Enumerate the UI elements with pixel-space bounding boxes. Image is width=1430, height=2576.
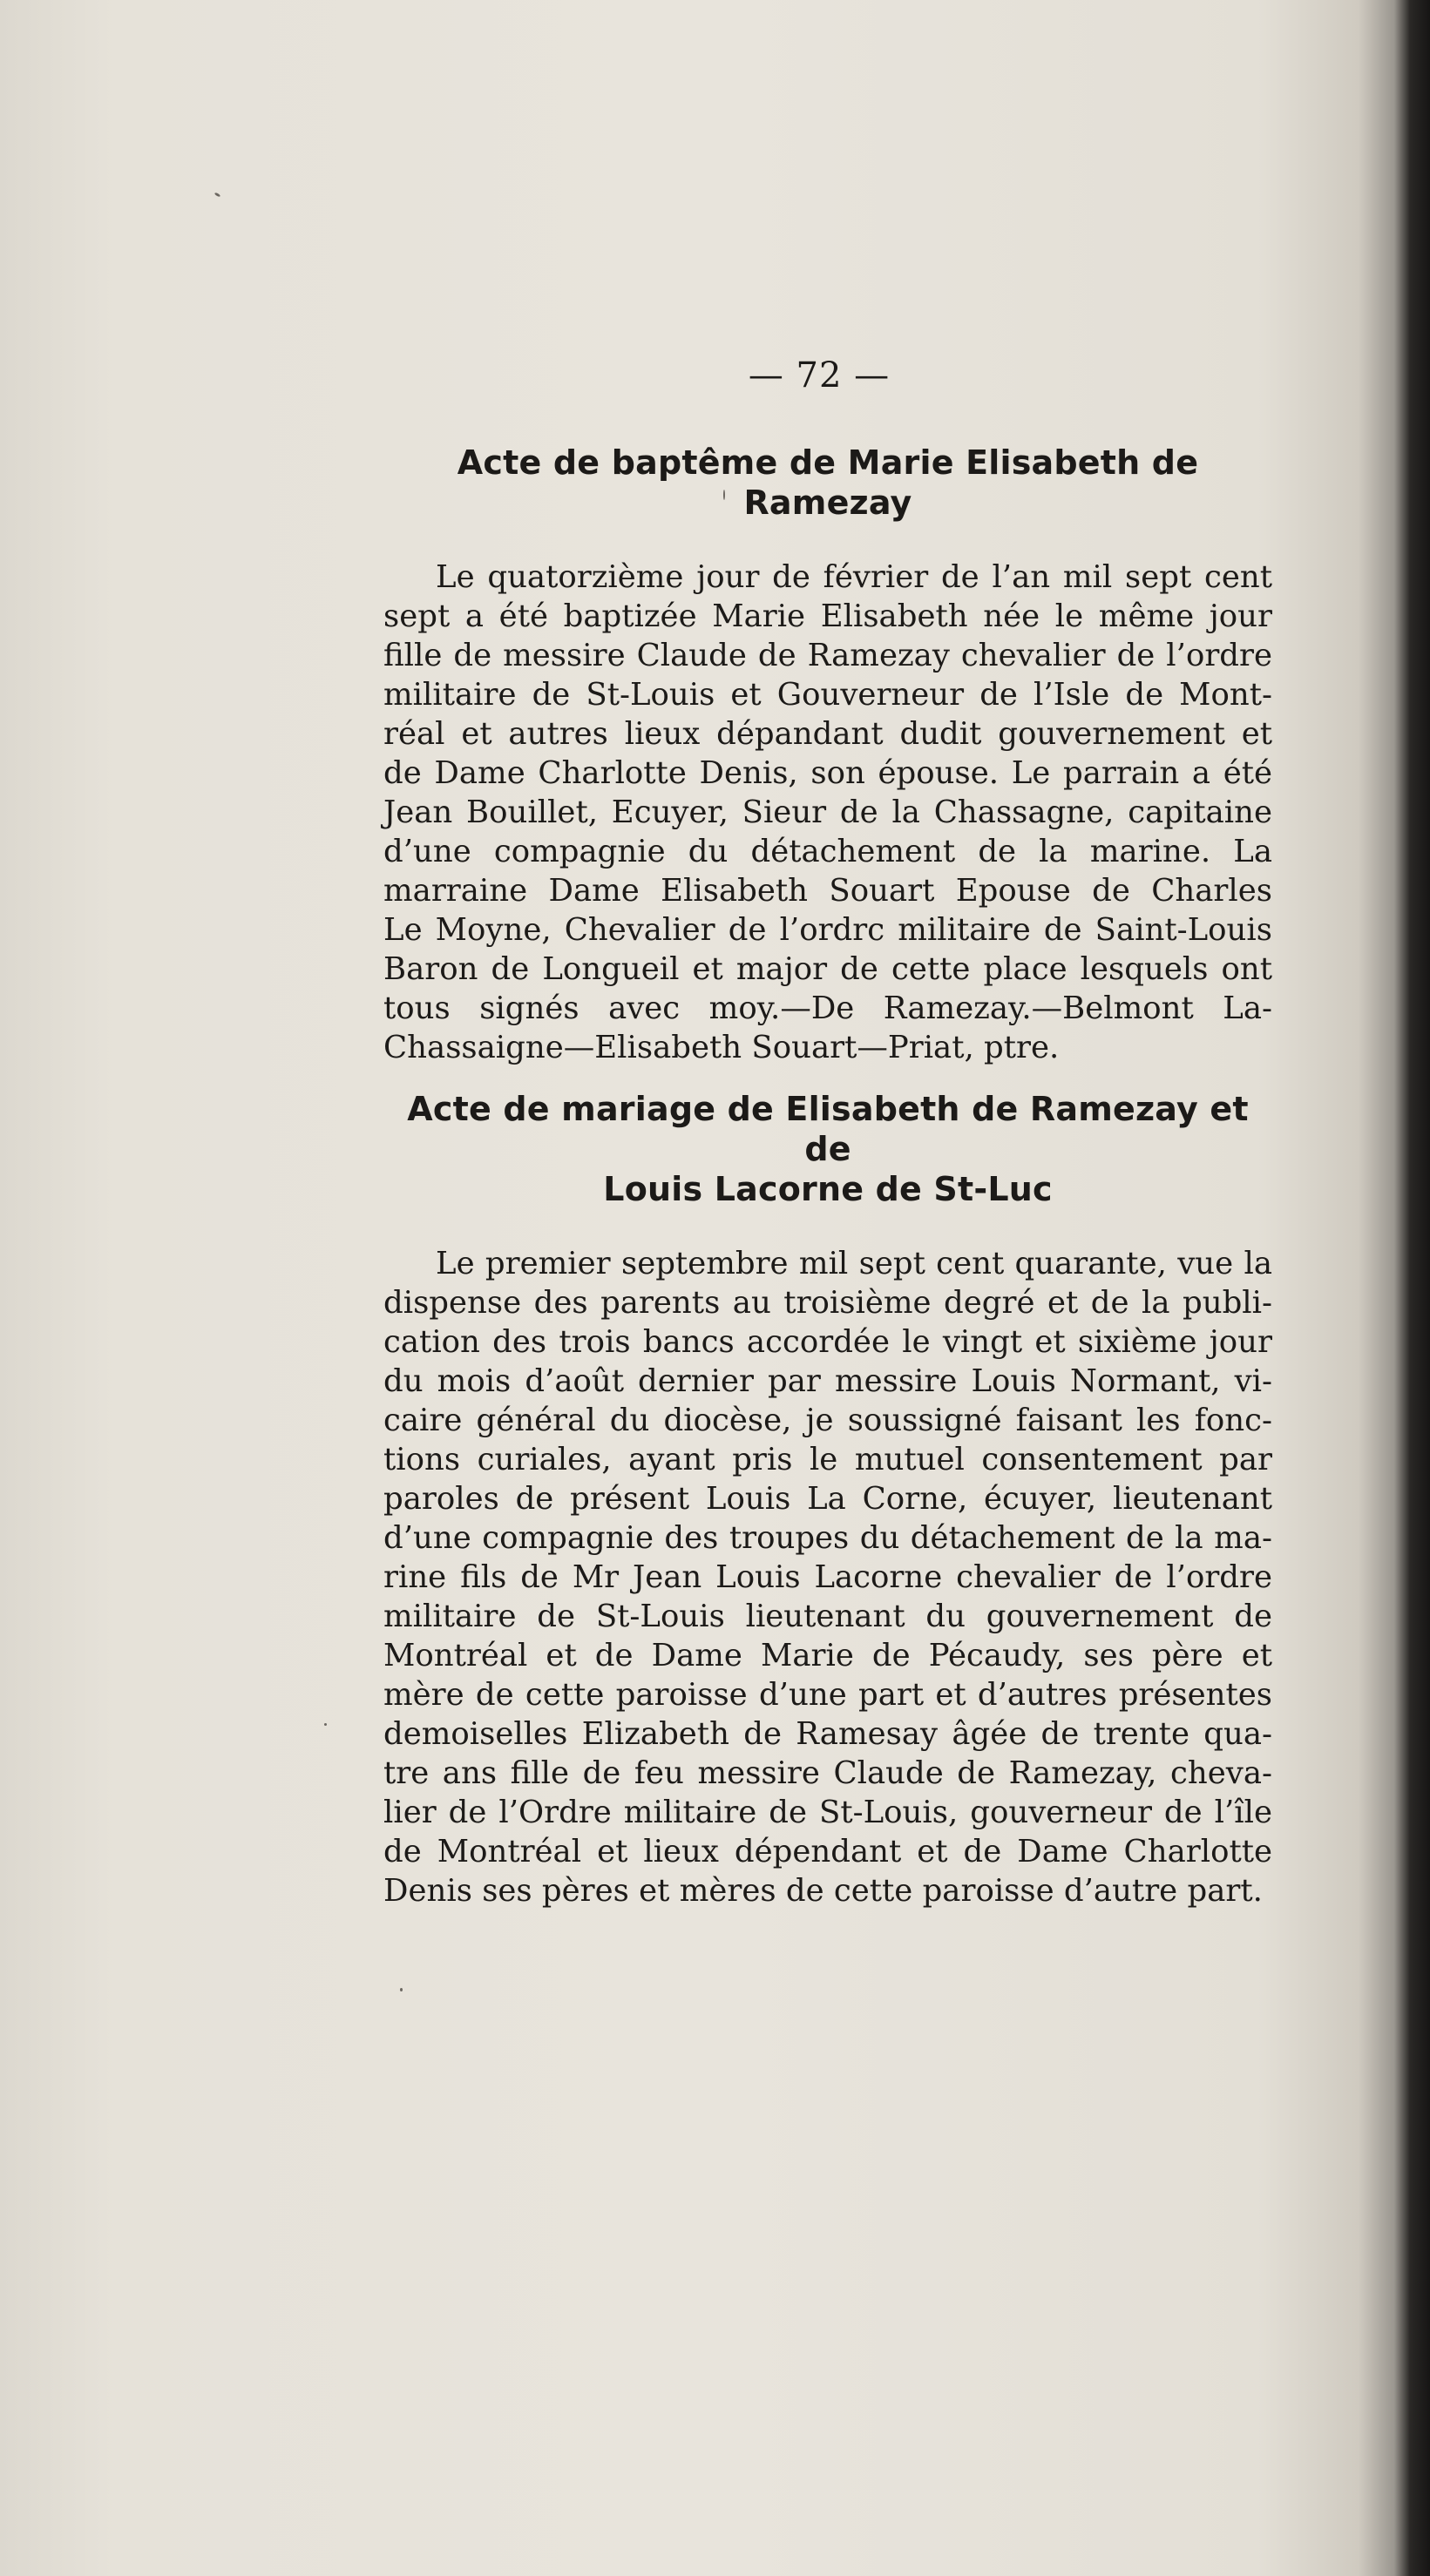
text-line: tre ans fille de feu messire Claude de Ramezay, cheva- — [383, 1755, 1272, 1791]
text-line: demoiselles Elizabeth de Ramesay âgée de trente qua- — [383, 1716, 1272, 1752]
page-number: — 72 — — [748, 355, 891, 396]
marriage-heading-line-1: Acte de mariage de Elisabeth de Ramezay et de — [407, 1090, 1249, 1168]
marriage-heading — [383, 1089, 1272, 1209]
text-line: mère de cette paroisse d’une part et d’autres présentes — [383, 1677, 1272, 1713]
text-line: Denis ses pères et mères de cette paroisse d’autre part. — [383, 1873, 1263, 1909]
text-line: Le Moyne, Chevalier de l’ordrc militaire de Saint-Louis — [383, 912, 1272, 948]
text-line: lier de l’Ordre militaire de St-Louis, gouverneur de l’île — [383, 1795, 1272, 1830]
text-line: sept a été baptizée Marie Elisabeth née le même jour — [383, 598, 1272, 634]
text-line: dispense des parents au troisième degré et de la publi- — [383, 1285, 1272, 1321]
text-line: caire général du diocèse, je soussigné faisant les fonc- — [383, 1403, 1272, 1438]
marriage-record — [383, 1089, 1272, 1910]
text-line: Jean Bouillet, Ecuyer, Sieur de la Chassagne, capitaine — [383, 794, 1272, 830]
text-line: du mois d’août dernier par messire Louis Normant, vi- — [383, 1363, 1272, 1399]
text-line: tous signés avec moy.—De Ramezay.—Belmont La- — [383, 991, 1272, 1026]
text-line: Le premier septembre mil sept cent quarante, vue la — [436, 1246, 1272, 1281]
text-line: Montréal et de Dame Marie de Pécaudy, ses père et — [383, 1638, 1272, 1673]
text-line: cation des trois bancs accordée le vingt et sixième jour — [383, 1324, 1272, 1360]
paper-speck — [400, 1988, 403, 1991]
marriage-heading-line-2: Louis Lacorne de St-Luc — [603, 1170, 1053, 1208]
text-line: d’une compagnie du détachement de la marine. La — [383, 834, 1272, 869]
text-line: de Dame Charlotte Denis, son épouse. Le parrain a été — [383, 755, 1272, 791]
text-line: Le quatorzième jour de février de l’an mil sept cent — [436, 559, 1272, 595]
text-line: réal et autres lieux dépandant dudit gouvernement et — [383, 716, 1272, 752]
text-line: militaire de St-Louis et Gouverneur de l’Isle de Mont- — [383, 677, 1272, 713]
baptism-heading: Acte de baptême de Marie Elisabeth de Ramezay — [457, 443, 1199, 522]
text-line: marraine Dame Elisabeth Souart Epouse de Charles — [383, 873, 1272, 909]
paper-speck — [214, 192, 221, 197]
paper-speck — [723, 490, 725, 500]
text-line: rine fils de Mr Jean Louis Lacorne chevalier de l’ordre — [383, 1559, 1272, 1595]
text-line: fille de messire Claude de Ramezay chevalier de l’ordre — [383, 638, 1272, 673]
text-line: tions curiales, ayant pris le mutuel consentement par — [383, 1442, 1272, 1477]
marriage-text — [383, 1244, 1272, 1910]
text-line: militaire de St-Louis lieutenant du gouvernement de — [383, 1599, 1272, 1634]
text-line: Baron de Longueil et major de cette place lesquels ont — [383, 951, 1272, 987]
baptism-record — [383, 443, 1272, 1067]
text-line: d’une compagnie des troupes du détachement de la ma- — [383, 1520, 1272, 1556]
text-line: Chassaigne—Elisabeth Souart—Priat, ptre. — [383, 1030, 1060, 1065]
text-line: de Montréal et lieux dépendant et de Dame Charlotte — [383, 1834, 1272, 1869]
baptism-text — [383, 558, 1272, 1067]
paper-speck — [324, 1723, 327, 1726]
text-line: paroles de présent Louis La Corne, écuyer, lieutenant — [383, 1481, 1272, 1517]
